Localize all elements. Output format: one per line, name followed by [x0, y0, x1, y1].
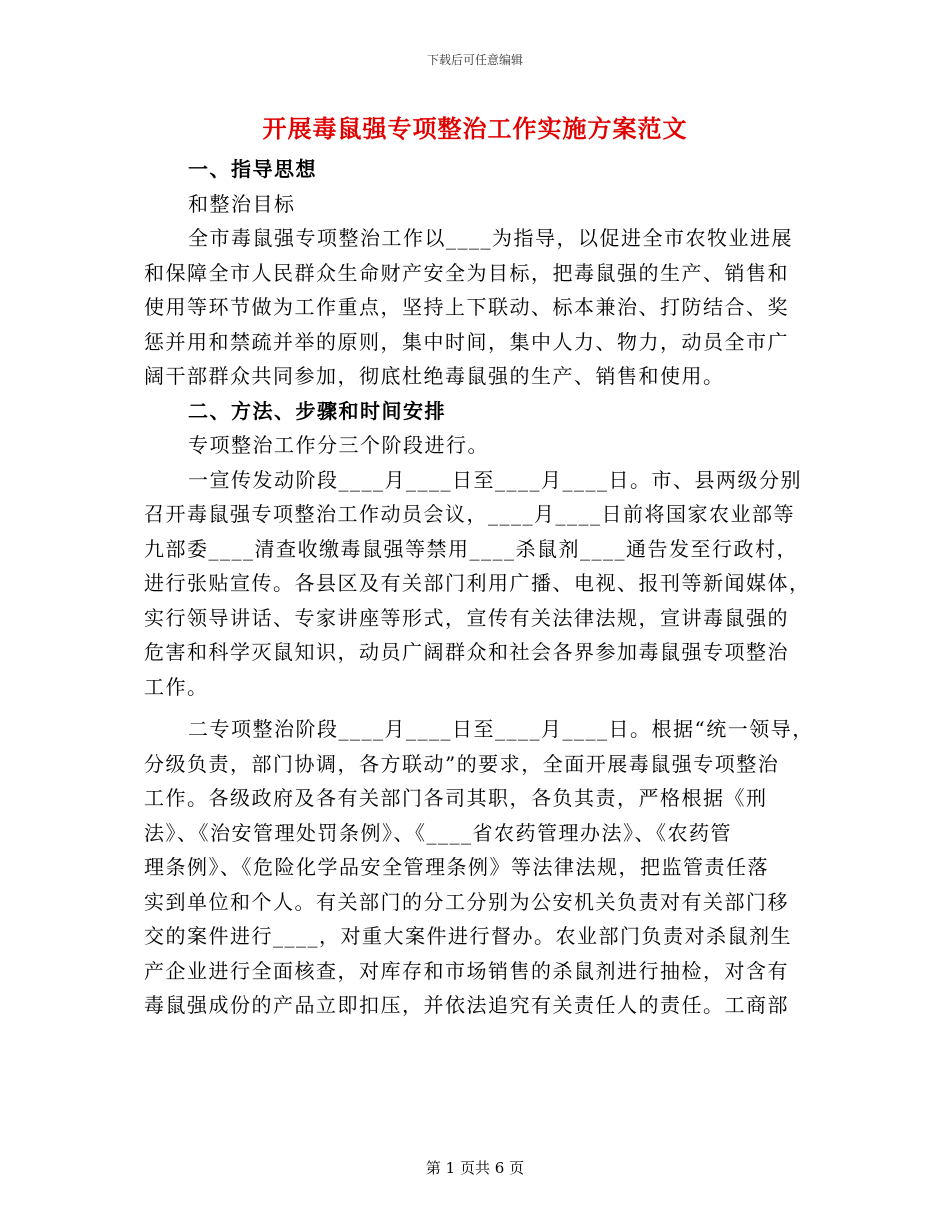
document-title: 开展毒鼠强专项整治工作实施方案范文	[262, 114, 688, 143]
section-heading-2: 二、方法、步骤和时间安排	[188, 398, 446, 423]
page-number-footer: 第 1 页共 6 页	[425, 1159, 525, 1177]
paragraph-line: 和保障全市人民群众生命财产安全为目标，把毒鼠强的生产、销售和	[144, 260, 789, 285]
paragraph-line: 一宣传发动阶段____月____日至____月____日。市、县两级分别	[188, 467, 802, 492]
paragraph-line: 实到单位和个人。有关部门的分工分别为公安机关负责对有关部门移	[144, 889, 789, 914]
paragraph-line: 二专项整治阶段____月____日至____月____日。根据“统一领导，	[188, 717, 814, 741]
paragraph-line: 九部委____清查收缴毒鼠强等禁用____杀鼠剂____通告发至行政村，	[144, 536, 798, 561]
paragraph-line: 工作。各级政府及各有关部门各司其职，各负其责，严格根据《刑	[144, 786, 768, 810]
paragraph-line: 惩并用和禁疏并举的原则，集中时间，集中人力、物力，动员全市广	[144, 329, 789, 354]
document-body	[144, 152, 814, 1023]
paragraph-line: 法》、《治安管理处罚条例》、《____省农药管理办法》、《农药管	[144, 820, 732, 845]
paragraph-line: 危害和科学灭鼠知识，动员广阔群众和社会各界参加毒鼠强专项整治	[144, 640, 789, 664]
paragraph-line: 产企业进行全面核查，对库存和市场销售的杀鼠剂进行抽检，对含有	[144, 958, 789, 983]
paragraph-line: 专项整治工作分三个阶段进行。	[188, 433, 489, 457]
paragraph-line: 工作。	[144, 674, 209, 699]
paragraph-line: 进行张贴宣传。各县区及有关部门利用广播、电视、报刊等新闻媒体，	[144, 571, 811, 595]
paragraph-line: 阔干部群众共同参加，彻底杜绝毒鼠强的生产、销售和使用。	[144, 364, 725, 388]
paragraph-line: 召开毒鼠强专项整治工作动员会议，____月____日前将国家农业部等	[144, 502, 795, 526]
paragraph-line: 实行领导讲话、专家讲座等形式，宣传有关法律法规，宣讲毒鼠强的	[144, 605, 789, 630]
paragraph-line: 分级负责，部门协调，各方联动”的要求，全面开展毒鼠强专项整治	[144, 751, 780, 776]
paragraph-line: 交的案件进行____，对重大案件进行督办。农业部门负责对杀鼠剂生	[144, 924, 792, 948]
paragraph-line: 全市毒鼠强专项整治工作以____为指导，以促进全市农牧业进展	[188, 226, 793, 250]
page-header-note: 下载后可任意编辑	[426, 53, 523, 67]
paragraph-line: 使用等环节做为工作重点，坚持上下联动、标本兼治、打防结合、奖	[144, 295, 789, 319]
paragraph-gap	[144, 704, 804, 712]
paragraph-line: 和整治目标	[188, 191, 296, 216]
section-heading-1: 一、指导思想	[188, 157, 317, 181]
paragraph-line: 毒鼠强成份的产品立即扣压，并依法追究有关责任人的责任。工商部	[144, 993, 789, 1017]
paragraph-line: 理条例》、《危险化学品安全管理条例》等法律法规，把监管责任落	[144, 855, 769, 879]
